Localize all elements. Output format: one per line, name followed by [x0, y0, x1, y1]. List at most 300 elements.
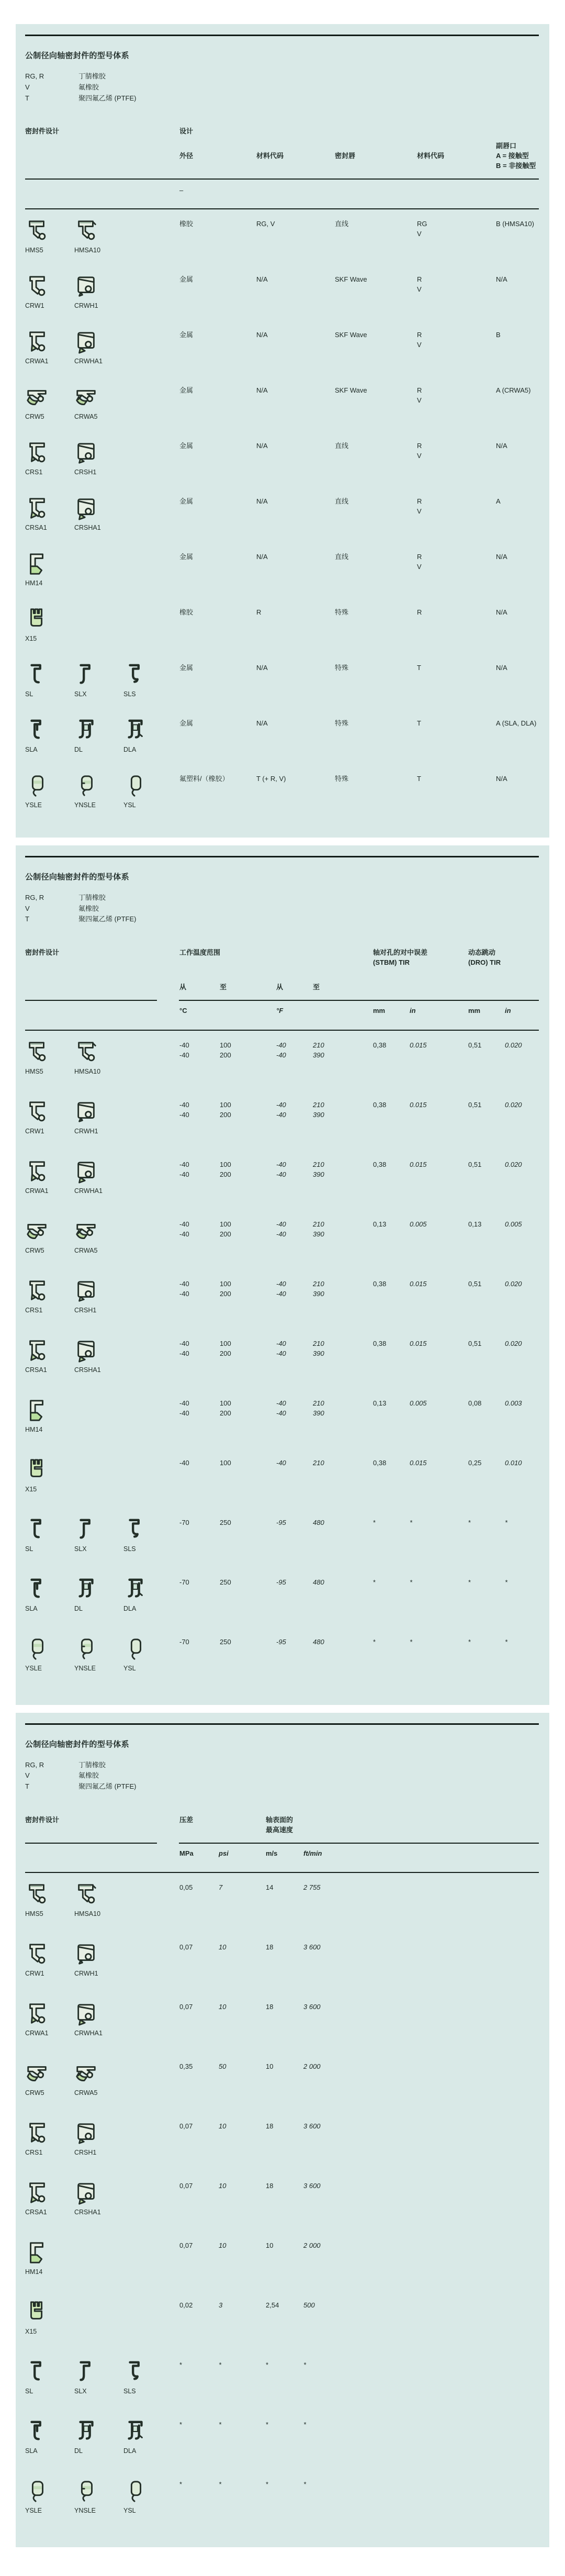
cell-line: V — [417, 230, 422, 238]
seal-profile-label: YSL — [123, 1664, 136, 1672]
seal-profile-crsha1-icon — [74, 496, 123, 533]
table-cell — [335, 274, 417, 285]
seal-profile-hms5-icon — [25, 219, 74, 255]
table-cell — [303, 2419, 539, 2430]
table-cell — [179, 1159, 220, 1180]
cell-value: * — [410, 1518, 413, 1526]
seal-row-crsa1 — [25, 487, 539, 542]
col-material-code-2: 材料代码 — [417, 152, 445, 160]
cell-line: 390 — [313, 1290, 324, 1298]
cell-value: * — [505, 1518, 508, 1526]
col-from: 从 — [179, 983, 187, 991]
seal-profile-label: HMSA10 — [74, 1910, 101, 1918]
cell-line: -40 — [179, 1111, 189, 1119]
cell-line: R — [417, 330, 422, 339]
seal-cross-section-glyph — [74, 2061, 98, 2086]
cell-line: 200 — [220, 1111, 231, 1119]
cell-value: 0,07 — [179, 2242, 193, 2250]
cell-value: 10 — [219, 2122, 227, 2131]
cell-value: N/A — [256, 497, 268, 505]
cell-value: * — [179, 2480, 183, 2489]
cell-value: 0.003 — [505, 1399, 522, 1407]
seal-profile-label: SLX — [74, 1545, 87, 1553]
cell-value: 0,51 — [468, 1339, 482, 1347]
seal-row-ysle — [25, 1627, 539, 1687]
table-cell — [256, 718, 335, 729]
material-legend — [25, 1760, 539, 1792]
seal-profile-label: CRS1 — [25, 1306, 43, 1314]
table-cell — [417, 441, 496, 461]
table-cell — [179, 1942, 219, 1953]
seal-cross-section-glyph — [74, 441, 98, 465]
cell-line: V — [417, 507, 422, 516]
cell-value: 0,07 — [179, 2122, 193, 2131]
seal-profile-label: YSL — [123, 2507, 136, 2515]
seal-profile-sl-icon — [25, 1518, 74, 1554]
legend-row — [25, 1760, 539, 1771]
cell-value: * — [410, 1578, 413, 1586]
seal-profile-crsa1-icon — [25, 496, 74, 533]
cell-value: * — [219, 2361, 222, 2369]
seal-profile-label: CRW1 — [25, 1970, 44, 1978]
seal-cross-section-glyph — [74, 1100, 98, 1124]
seal-profile-sl-icon — [25, 2360, 74, 2396]
seal-row-x15 — [25, 2291, 539, 2350]
col-seal-design: 密封件设计 — [25, 127, 60, 136]
table-cell — [468, 1577, 508, 1588]
cell-line: 210 — [313, 1100, 324, 1109]
seal-cross-section-glyph — [74, 718, 98, 742]
cell-value: * — [219, 2421, 222, 2429]
cell-line: 390 — [313, 1170, 324, 1179]
seal-row-x15 — [25, 1448, 539, 1508]
seal-profile-sl-icon — [25, 663, 74, 699]
table-cell — [179, 718, 256, 729]
seal-cross-section-glyph — [123, 2360, 148, 2384]
seal-profile-crs1-icon — [25, 2121, 74, 2158]
cell-value: 480 — [313, 1578, 324, 1586]
cell-value: 特殊 — [335, 774, 349, 783]
cell-line: V — [417, 452, 422, 460]
table-body — [25, 1873, 539, 2529]
table-cell — [335, 441, 417, 451]
seal-cross-section-glyph — [25, 1577, 49, 1601]
seal-profile-dl-icon — [74, 2419, 123, 2456]
cell-value: * — [303, 2421, 307, 2429]
seal-row-sla — [25, 1568, 539, 1627]
seal-row-sl — [25, 2350, 539, 2410]
seal-profile-label: SLS — [123, 2388, 136, 2395]
cell-value: 3 — [219, 2301, 223, 2310]
table-cell — [276, 1518, 313, 1528]
seal-profiles-cell — [25, 496, 179, 533]
table-cell — [417, 718, 496, 729]
cell-line: -40 — [179, 1160, 189, 1168]
seal-profile-label: HM14 — [25, 2268, 43, 2276]
table-cell — [417, 774, 496, 784]
cell-line: -40 — [179, 1100, 189, 1109]
seal-profile-label: CRWA5 — [74, 1246, 98, 1254]
table-cell — [496, 718, 539, 729]
table-cell — [313, 1339, 373, 1359]
cell-value: 0,38 — [373, 1339, 387, 1347]
cell-line: 100 — [220, 1339, 231, 1347]
seal-cross-section-glyph — [123, 1518, 148, 1542]
cell-value: * — [373, 1578, 376, 1586]
seal-profile-label: YSL — [123, 801, 136, 809]
unit-label: °F — [276, 1006, 284, 1014]
table-cell — [256, 219, 335, 229]
cell-value: 2 755 — [303, 1883, 321, 1892]
col-dro: 动态跳动 (DRO) TIR — [468, 949, 501, 966]
cell-value: 18 — [266, 2122, 274, 2131]
table-cell — [417, 219, 496, 239]
cell-value: -95 — [276, 1518, 286, 1526]
cell-value: 金属 — [179, 663, 194, 672]
seal-profile-label: CRWHA1 — [74, 1187, 103, 1195]
section-title: 公制径向轴密封件的型号体系 — [25, 1739, 129, 1749]
designation-table-1 — [16, 24, 549, 838]
cell-value: 0,08 — [468, 1399, 482, 1407]
seal-profile-sla-icon — [25, 718, 74, 755]
table-cell — [179, 552, 256, 562]
table-cell — [468, 1518, 508, 1528]
table-cell — [313, 1100, 373, 1120]
seal-profile-crwha1-icon — [74, 1159, 123, 1196]
cell-value: T — [417, 663, 421, 672]
table-cell — [179, 607, 256, 618]
seal-cross-section-glyph — [25, 607, 49, 631]
col-auxiliary-lip: 副唇口 A = 接触型 B = 非接触型 — [496, 142, 536, 170]
seal-row-sla — [25, 2410, 539, 2470]
table-cell — [276, 1040, 313, 1061]
cell-value: R — [256, 608, 262, 616]
seal-profile-label: YSLE — [25, 801, 42, 809]
seal-cross-section-glyph — [74, 1159, 98, 1184]
seal-profile-label: CRS1 — [25, 468, 43, 476]
seal-cross-section-glyph — [25, 663, 49, 687]
seal-profiles-cell — [25, 1458, 179, 1495]
table-cell — [505, 1040, 539, 1051]
seal-profile-dl-icon — [74, 1577, 123, 1614]
table-cell — [303, 2061, 539, 2072]
seal-profile-sls-icon — [123, 663, 173, 699]
table-cell — [179, 1882, 219, 1893]
cell-value: N/A — [256, 663, 268, 672]
table-cell — [373, 1577, 413, 1588]
seal-profiles-cell — [25, 2479, 179, 2516]
seal-profile-label: YNSLE — [74, 801, 96, 809]
seal-profiles-cell — [25, 1882, 179, 1919]
cell-value: 18 — [266, 1943, 274, 1951]
cell-value: 金属 — [179, 386, 194, 394]
seal-row-crw1 — [25, 1933, 539, 1992]
table-cell — [179, 1219, 220, 1240]
seal-profile-label: DL — [74, 1604, 83, 1612]
seal-profile-label: SL — [25, 690, 33, 698]
table-cell — [179, 496, 256, 507]
table-cell — [266, 2360, 303, 2370]
table-cell — [219, 1942, 266, 1953]
seal-profile-label: CRW1 — [25, 302, 44, 309]
seal-row-sla — [25, 709, 539, 764]
table-cell — [220, 1219, 276, 1240]
seal-profile-label: DLA — [123, 745, 137, 753]
cell-value: 0.010 — [505, 1458, 522, 1467]
table-cell — [410, 1040, 468, 1051]
cell-value: * — [505, 1578, 508, 1586]
cell-value: 3 600 — [303, 2003, 321, 2011]
cell-line: -40 — [179, 1170, 189, 1179]
col-operating-temperature: 工作温度范围 — [179, 949, 221, 957]
seal-cross-section-glyph — [74, 1577, 98, 1601]
seal-cross-section-glyph — [25, 2240, 49, 2265]
cell-value: -70 — [179, 1578, 189, 1586]
seal-profile-ysle-icon — [25, 1637, 74, 1674]
cell-line: -40 — [179, 1339, 189, 1347]
table-cell — [335, 219, 417, 229]
table-cell — [219, 1882, 266, 1893]
seal-cross-section-glyph — [25, 774, 49, 798]
table-cell — [179, 1339, 220, 1359]
seal-profile-dl-icon — [74, 718, 123, 755]
cell-line: 390 — [313, 1350, 324, 1358]
cell-line: -40 — [179, 1051, 189, 1060]
table-cell — [303, 2121, 539, 2132]
legend-code: V — [25, 83, 30, 91]
cell-line: 200 — [220, 1290, 231, 1298]
table-cell — [468, 1159, 505, 1170]
col-stbm: 轴对孔的对中误差 (STBM) TIR — [373, 949, 428, 966]
table-cell — [496, 552, 539, 562]
cell-value: 0.015 — [410, 1279, 427, 1288]
table-cell — [373, 1100, 410, 1110]
seal-profile-label: CRWA1 — [25, 1187, 49, 1195]
unit-label: MPa — [179, 1849, 194, 1857]
cell-line: -40 — [276, 1170, 286, 1179]
cell-line: V — [417, 285, 422, 294]
table-cell — [303, 1882, 539, 1893]
seal-row-sl — [25, 653, 539, 709]
cell-value: N/A — [496, 608, 507, 616]
seal-profiles-cell — [25, 2419, 179, 2456]
seal-cross-section-glyph — [74, 1279, 98, 1303]
cell-line: 100 — [220, 1100, 231, 1109]
table-cell — [276, 1219, 313, 1240]
cell-line: 210 — [313, 1220, 324, 1228]
table-cell — [266, 2121, 303, 2132]
seal-row-hm14 — [25, 542, 539, 598]
seal-profiles-cell — [25, 2240, 179, 2277]
table-cell — [313, 1279, 373, 1299]
col-material-code: 材料代码 — [256, 152, 284, 160]
seal-profile-label: YSLE — [25, 2507, 42, 2515]
seal-profile-crwa1-icon — [25, 2002, 74, 2038]
unit-label: in — [505, 1006, 511, 1014]
cell-value: N/A — [256, 719, 268, 727]
table-cell — [219, 2121, 266, 2132]
cell-line: -40 — [276, 1051, 286, 1060]
seal-row-ysle — [25, 2470, 539, 2529]
cell-line: 210 — [313, 1339, 324, 1347]
cell-value: 0,38 — [373, 1100, 387, 1109]
seal-cross-section-glyph — [74, 663, 98, 687]
table-cell — [276, 1159, 313, 1180]
seal-cross-section-glyph — [74, 496, 98, 520]
seal-profiles-cell — [25, 1637, 179, 1674]
seal-profile-ysle-icon — [25, 774, 74, 810]
col-sealing-lip: 密封唇 — [335, 152, 356, 160]
legend-name: 聚四氟乙烯 (PTFE) — [78, 915, 137, 923]
cell-value: N/A — [256, 552, 268, 561]
seal-cross-section-glyph — [123, 2479, 148, 2503]
seal-profile-label: CRWHA1 — [74, 2029, 103, 2037]
cell-value: 0,02 — [179, 2301, 193, 2310]
seal-row-crw5 — [25, 2052, 539, 2112]
divider — [25, 1843, 539, 1844]
table-cell — [496, 274, 539, 285]
cell-value: 10 — [219, 1943, 227, 1951]
cell-value: 50 — [219, 2062, 227, 2071]
seal-profile-label: CRSA1 — [25, 523, 47, 531]
cell-line: 200 — [220, 1230, 231, 1239]
seal-profiles-cell — [25, 1100, 179, 1136]
cell-value: 10 — [266, 2242, 274, 2250]
cell-value: 金属 — [179, 441, 194, 450]
legend-code: T — [25, 1782, 29, 1791]
seal-cross-section-glyph — [25, 274, 49, 298]
table-cell — [313, 1219, 373, 1240]
seal-profile-label: YNSLE — [74, 2507, 96, 2515]
seal-cross-section-glyph — [25, 1398, 49, 1422]
table-cell — [313, 1637, 373, 1647]
cell-value: N/A — [496, 663, 507, 672]
seal-profile-crw1-icon — [25, 274, 74, 311]
cell-line: 210 — [313, 1160, 324, 1168]
cell-value: 500 — [303, 2301, 315, 2310]
table-cell — [303, 2181, 539, 2191]
divider — [25, 856, 539, 857]
table-cell — [373, 1518, 413, 1528]
seal-profile-hm14-icon — [25, 552, 74, 588]
seal-cross-section-glyph — [74, 1219, 98, 1243]
seal-profile-hmsa10-icon — [74, 219, 123, 255]
cell-value: T — [417, 719, 421, 727]
cell-line: 200 — [220, 1051, 231, 1060]
seal-profile-label: SL — [25, 1545, 33, 1553]
table-cell — [373, 1637, 413, 1647]
cell-value: A (SLA, DLA) — [496, 719, 537, 727]
unit-label: ft/min — [303, 1849, 322, 1857]
cell-value: 3 600 — [303, 2182, 321, 2190]
seal-profile-crsh1-icon — [74, 1279, 123, 1315]
cell-line: 390 — [313, 1051, 324, 1060]
seal-profile-hmsa10-icon — [74, 1040, 123, 1077]
seal-profile-label: HM14 — [25, 579, 43, 587]
seal-profile-x15-icon — [25, 1458, 74, 1495]
seal-cross-section-glyph — [25, 2181, 49, 2205]
cell-line: 100 — [220, 1041, 231, 1049]
table-cell — [266, 1882, 303, 1893]
seal-profile-label: CRS1 — [25, 2149, 43, 2157]
cell-line: 200 — [220, 1409, 231, 1418]
cell-line: V — [417, 396, 422, 405]
legend-code: RG, R — [25, 893, 44, 901]
seal-profile-label: CRWH1 — [74, 302, 98, 309]
table-cell — [276, 1458, 313, 1468]
seal-cross-section-glyph — [25, 1279, 49, 1303]
seal-cross-section-glyph — [25, 2419, 49, 2444]
cell-line: -40 — [276, 1409, 286, 1418]
cell-value: 金属 — [179, 497, 194, 505]
seal-profile-label: DLA — [123, 2447, 137, 2455]
table-cell — [335, 663, 417, 673]
table-cell — [179, 274, 256, 285]
cell-line: 210 — [313, 1041, 324, 1049]
table-cell — [220, 1279, 276, 1299]
seal-profile-crsha1-icon — [74, 2181, 123, 2217]
cell-value: 金属 — [179, 719, 194, 727]
cell-value: SKF Wave — [335, 386, 367, 394]
seal-cross-section-glyph — [25, 552, 49, 576]
cell-value: 0.020 — [505, 1279, 522, 1288]
seal-profile-x15-icon — [25, 2300, 74, 2337]
seal-profile-label: CRW5 — [25, 412, 44, 420]
cell-value: 橡胶 — [179, 219, 194, 228]
seal-row-hms5 — [25, 1873, 539, 1933]
cell-value: 直线 — [335, 552, 349, 561]
legend-row — [25, 93, 539, 104]
table-cell — [468, 1219, 505, 1230]
seal-cross-section-glyph — [74, 274, 98, 298]
table-cell — [410, 1458, 468, 1468]
seal-cross-section-glyph — [123, 1577, 148, 1601]
legend-name: 聚四氟乙烯 (PTFE) — [78, 1782, 137, 1791]
table-cell — [373, 1040, 410, 1051]
seal-profile-ysl-icon — [123, 774, 173, 810]
table-cell — [266, 2240, 303, 2251]
cell-value: * — [266, 2421, 269, 2429]
cell-value: 2,54 — [266, 2301, 279, 2310]
seal-row-crw1 — [25, 265, 539, 320]
table-cell — [179, 219, 256, 229]
table-body — [25, 1031, 539, 1687]
cell-value: N/A — [256, 330, 268, 339]
seal-cross-section-glyph — [25, 2479, 49, 2503]
table-cell — [179, 441, 256, 451]
seal-profile-crsha1-icon — [74, 1339, 123, 1375]
table-cell — [256, 274, 335, 285]
seal-profile-label: HMSA10 — [74, 246, 101, 254]
cell-value: 0.020 — [505, 1339, 522, 1347]
seal-profiles-cell — [25, 2300, 179, 2337]
seal-profile-label: CRW1 — [25, 1127, 44, 1135]
table-cell — [335, 330, 417, 340]
table-cell — [219, 2181, 266, 2191]
cell-value: N/A — [256, 275, 268, 283]
seal-profile-x15-icon — [25, 607, 74, 644]
cell-value: 0.020 — [505, 1100, 522, 1109]
cell-value: * — [373, 1637, 376, 1646]
seal-cross-section-glyph — [25, 1339, 49, 1363]
table-cell — [410, 1339, 468, 1349]
cell-value: 0.015 — [410, 1339, 427, 1347]
seal-profile-crwha1-icon — [74, 2002, 123, 2038]
seal-profile-sls-icon — [123, 2360, 173, 2396]
seal-profile-label: CRSH1 — [74, 1306, 97, 1314]
cell-value: 480 — [313, 1518, 324, 1526]
seal-profile-label: YSLE — [25, 1664, 42, 1672]
